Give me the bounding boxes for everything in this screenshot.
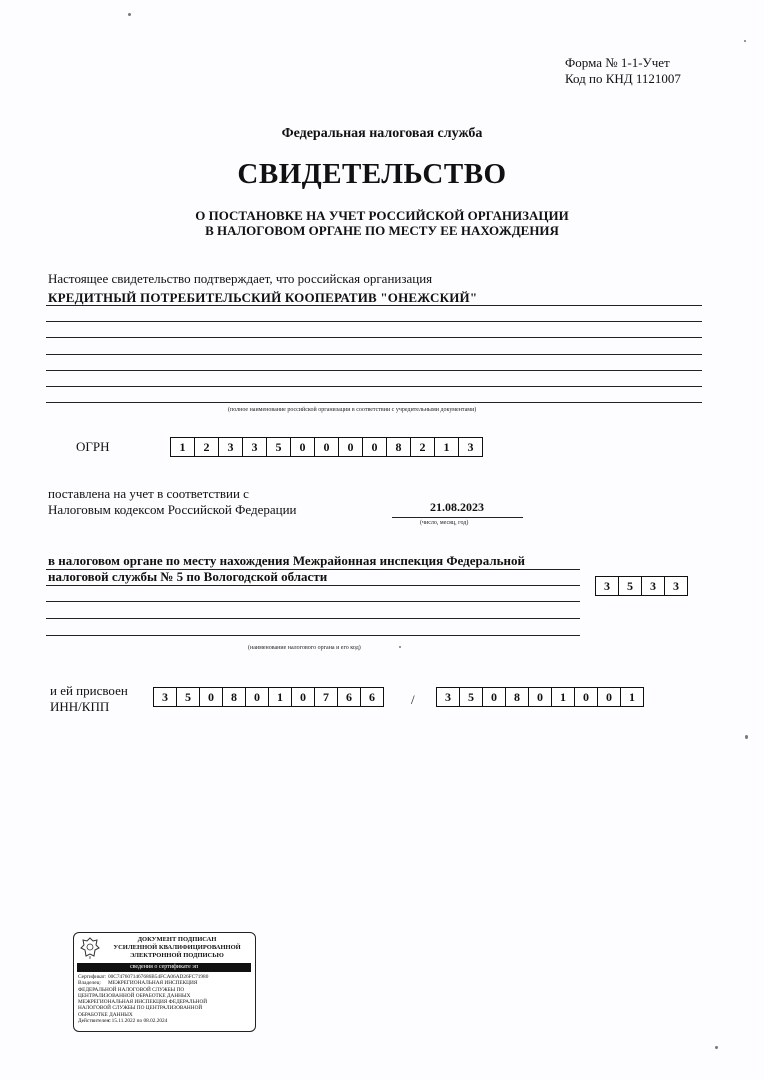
kpp-digit: 0 [598,688,621,706]
kpp-digit: 1 [629,689,635,704]
stamp-cert-value: 00C7476071467686B54FCA06AD26FC71980 [108,974,209,980]
inn-digit: 5 [177,688,200,706]
stamp-certificate-bar: сведения о сертификате эп [77,963,251,972]
organization-name: КРЕДИТНЫЙ ПОТРЕБИТЕЛЬСКИЙ КООПЕРАТИВ "ОНЕЖСКИЙ" [48,290,478,305]
stamp-owner-key: Владелец: [78,980,101,987]
ogrn-digit: 2 [411,438,435,456]
inn-digit: 0 [292,688,315,706]
stamp-owner-line-2: ФЕДЕРАЛЬНОЙ НАЛОГОВОЙ СЛУЖБЫ ПО [78,986,185,993]
ogrn-digit: 3 [243,438,267,456]
scan-speck [128,13,131,16]
org-name-caption: (полное наименование российской организации в соответствии с учредительными документами) [228,407,477,413]
coat-of-arms-icon [79,936,101,960]
org-name-line [46,337,702,338]
ogrn-digit: 0 [363,438,387,456]
ogrn-digit: 3 [467,439,474,454]
scan-speck [715,1046,718,1049]
tax-authority-caption: (наименование налогового органа и его код) [248,645,361,651]
tax-authority-line [46,569,580,570]
inn-digit: 8 [223,688,246,706]
tax-authority-line [46,635,580,636]
registration-date: 21.08.2023 [430,500,484,514]
document-title: СВИДЕТЕЛЬСТВО [237,158,507,190]
stamp-body [78,974,252,1024]
stamp-owner-line-4: МЕЖРЕГИОНАЛЬНАЯ ИНСПЕКЦИЯ ФЕДЕРАЛЬНОЙ [78,999,208,1006]
org-name-line [46,305,702,306]
inn-cells [153,687,384,707]
inn-kpp-label-line-2: ИНН/КПП [50,699,110,714]
date-caption: (число, месяц, год) [420,520,469,526]
tax-authority-line [46,601,580,602]
inn-digit: 7 [315,688,338,706]
tax-code-digit: 3 [673,578,679,593]
form-number: Форма № 1-1-Учет [565,55,670,70]
inn-digit: 0 [200,688,223,706]
org-name-line [46,370,702,371]
kpp-digit: 8 [506,688,529,706]
stamp-cert-key: Сертификат: [78,974,107,980]
inn-kpp-label-line-1: и ей присвоен [50,683,128,698]
kpp-digit: 1 [552,688,575,706]
ogrn-digit: 1 [171,438,195,456]
stamp-header-line-3: ЭЛЕКТРОННОЙ ПОДПИСЬЮ [130,952,224,959]
subtitle-line-2: В НАЛОГОВОМ ОРГАНЕ ПО МЕСТУ ЕЕ НАХОЖДЕНИЯ [205,223,559,238]
stamp-header-line-1: ДОКУМЕНТ ПОДПИСАН [137,936,217,943]
ogrn-digit: 0 [339,438,363,456]
stamp-valid-row [78,1018,252,1024]
tax-authority-line-1: в налоговом органе по месту нахождения Межрайонная инспекция Федеральной [48,553,525,568]
subtitle-line-1: О ПОСТАНОВКЕ НА УЧЕТ РОССИЙСКОЙ ОРГАНИЗАЦИИ [195,208,569,223]
tax-authority-line [46,618,580,619]
tax-authority-line [46,585,580,586]
ogrn-label: ОГРН [76,439,110,454]
kpp-digit: 0 [575,688,598,706]
stamp-owner-line-3: ЦЕНТРАЛИЗОВАННОЙ ОБРАБОТКЕ ДАННЫХ [78,992,191,999]
stamp-owner-line-5: НАЛОГОВОЙ СЛУЖБЫ ПО ЦЕНТРАЛИЗОВАННОЙ [78,1005,203,1012]
knd-code: Код по КНД 1121007 [565,71,681,86]
ogrn-digit: 0 [315,438,339,456]
inn-digit: 1 [269,688,292,706]
org-name-line [46,402,702,403]
inn-digit: 6 [338,688,361,706]
stamp-owner-line-6: ОБРАБОТКЕ ДАННЫХ [78,1011,133,1018]
tax-code-digit: 3 [642,577,665,595]
registration-line-2: Налоговым кодексом Российской Федерации [48,502,297,517]
kpp-digit: 3 [437,688,460,706]
tax-authority-line-2: налоговой службы № 5 по Вологодской области [48,569,328,584]
stamp-owner-line-1: МЕЖРЕГИОНАЛЬНАЯ ИНСПЕКЦИЯ [108,980,198,987]
scan-speck [745,735,748,739]
date-line [392,517,523,518]
stamp-valid-key: Действителен: [78,1018,111,1025]
tax-authority-code-cells [595,576,688,596]
kpp-digit: 0 [483,688,506,706]
kpp-digit: 0 [529,688,552,706]
scan-speck [399,646,401,648]
inn-digit: 6 [369,689,375,704]
service-name: Федеральная налоговая служба [281,126,483,141]
stamp-header-line-2: УСИЛЕННОЙ КВАЛИФИЦИРОВАННОЙ [113,944,241,951]
confirm-text: Настоящее свидетельство подтверждает, что российская организация [48,271,433,286]
ogrn-digit: 2 [195,438,219,456]
ogrn-cells [170,437,483,457]
tax-code-digit: 3 [596,577,619,595]
stamp-valid-value: с 15.11.2022 по 08.02.2024 [108,1018,168,1025]
kpp-cells [436,687,644,707]
registration-basis [48,486,297,518]
org-name-line [46,386,702,387]
scan-speck [744,40,746,42]
document-subtitle [0,208,764,238]
org-name-line [46,354,702,355]
tax-code-digit: 5 [619,577,642,595]
registration-line-1: поставлена на учет в соответствии с [48,486,249,501]
ogrn-digit: 5 [267,438,291,456]
inn-kpp-label [50,683,128,715]
ogrn-digit: 8 [387,438,411,456]
ogrn-digit: 0 [291,438,315,456]
ogrn-digit: 3 [219,438,243,456]
form-meta [565,55,681,87]
org-name-line [46,321,702,322]
inn-digit: 3 [154,688,177,706]
electronic-signature-stamp [73,932,256,1032]
ogrn-digit: 1 [435,438,459,456]
inn-kpp-separator: / [411,692,415,707]
kpp-digit: 5 [460,688,483,706]
inn-digit: 0 [246,688,269,706]
stamp-header [102,936,252,960]
